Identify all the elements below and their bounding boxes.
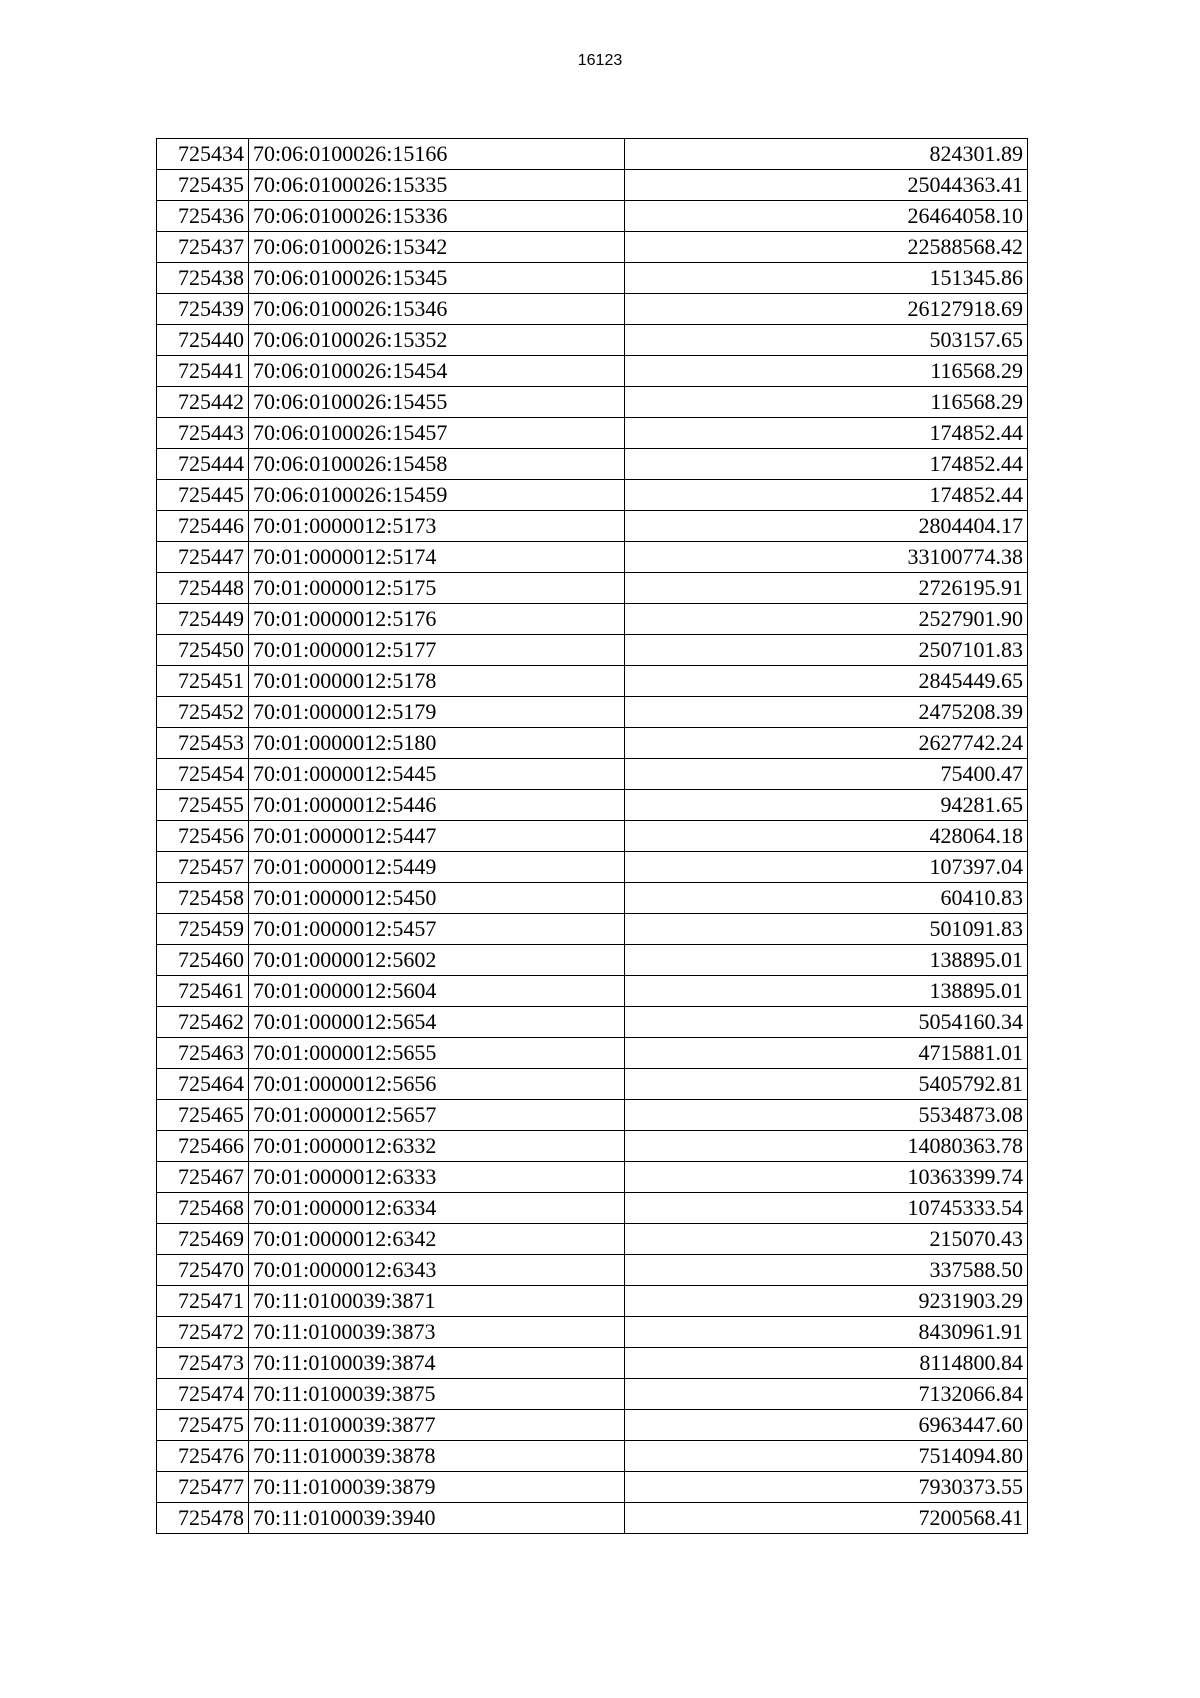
row-number-cell: 725453 [157, 728, 249, 759]
cadastral-value-cell: 8114800.84 [625, 1348, 1028, 1379]
cadastral-number-cell: 70:01:0000012:5179 [249, 697, 625, 728]
row-number-cell: 725460 [157, 945, 249, 976]
table-row [157, 666, 1028, 697]
cadastral-value-cell: 503157.65 [625, 325, 1028, 356]
cadastral-value-cell: 215070.43 [625, 1224, 1028, 1255]
cadastral-value-cell: 5054160.34 [625, 1007, 1028, 1038]
row-number-cell: 725476 [157, 1441, 249, 1472]
table-row [157, 418, 1028, 449]
row-number-cell: 725438 [157, 263, 249, 294]
row-number-cell: 725465 [157, 1100, 249, 1131]
table-row [157, 573, 1028, 604]
row-number-cell: 725436 [157, 201, 249, 232]
cadastral-number-cell: 70:06:0100026:15345 [249, 263, 625, 294]
cadastral-value-cell: 174852.44 [625, 449, 1028, 480]
cadastral-value-table [156, 138, 1028, 1534]
row-number-cell: 725474 [157, 1379, 249, 1410]
row-number-cell: 725467 [157, 1162, 249, 1193]
cadastral-value-cell: 824301.89 [625, 139, 1028, 170]
table-row [157, 1441, 1028, 1472]
table-row [157, 852, 1028, 883]
table-row [157, 325, 1028, 356]
table-row [157, 604, 1028, 635]
cadastral-value-cell: 5534873.08 [625, 1100, 1028, 1131]
row-number-cell: 725455 [157, 790, 249, 821]
cadastral-number-cell: 70:01:0000012:5174 [249, 542, 625, 573]
cadastral-number-cell: 70:06:0100026:15166 [249, 139, 625, 170]
cadastral-value-cell: 116568.29 [625, 387, 1028, 418]
row-number-cell: 725457 [157, 852, 249, 883]
row-number-cell: 725444 [157, 449, 249, 480]
table-row [157, 759, 1028, 790]
table-row [157, 480, 1028, 511]
table-row [157, 976, 1028, 1007]
cadastral-value-cell: 2726195.91 [625, 573, 1028, 604]
cadastral-number-cell: 70:06:0100026:15336 [249, 201, 625, 232]
table-row [157, 294, 1028, 325]
cadastral-value-cell: 9231903.29 [625, 1286, 1028, 1317]
table-row [157, 449, 1028, 480]
cadastral-number-cell: 70:01:0000012:5655 [249, 1038, 625, 1069]
cadastral-value-cell: 22588568.42 [625, 232, 1028, 263]
cadastral-number-cell: 70:01:0000012:5180 [249, 728, 625, 759]
cadastral-value-cell: 60410.83 [625, 883, 1028, 914]
table-row [157, 790, 1028, 821]
row-number-cell: 725469 [157, 1224, 249, 1255]
cadastral-number-cell: 70:01:0000012:5178 [249, 666, 625, 697]
table-row [157, 387, 1028, 418]
table-row [157, 1348, 1028, 1379]
cadastral-value-cell: 337588.50 [625, 1255, 1028, 1286]
cadastral-value-cell: 2527901.90 [625, 604, 1028, 635]
cadastral-number-cell: 70:06:0100026:15342 [249, 232, 625, 263]
table-row [157, 728, 1028, 759]
cadastral-value-cell: 7132066.84 [625, 1379, 1028, 1410]
cadastral-value-cell: 116568.29 [625, 356, 1028, 387]
table-row [157, 1379, 1028, 1410]
row-number-cell: 725470 [157, 1255, 249, 1286]
cadastral-value-cell: 174852.44 [625, 418, 1028, 449]
cadastral-value-cell: 75400.47 [625, 759, 1028, 790]
row-number-cell: 725473 [157, 1348, 249, 1379]
cadastral-number-cell: 70:01:0000012:5176 [249, 604, 625, 635]
table-row [157, 1410, 1028, 1441]
cadastral-value-cell: 6963447.60 [625, 1410, 1028, 1441]
table-row [157, 1193, 1028, 1224]
table-body [157, 139, 1028, 1534]
cadastral-value-cell: 7930373.55 [625, 1472, 1028, 1503]
cadastral-number-cell: 70:01:0000012:6334 [249, 1193, 625, 1224]
cadastral-number-cell: 70:06:0100026:15458 [249, 449, 625, 480]
row-number-cell: 725477 [157, 1472, 249, 1503]
cadastral-number-cell: 70:01:0000012:6332 [249, 1131, 625, 1162]
cadastral-value-cell: 7514094.80 [625, 1441, 1028, 1472]
table-row [157, 883, 1028, 914]
cadastral-value-cell: 4715881.01 [625, 1038, 1028, 1069]
cadastral-number-cell: 70:11:0100039:3878 [249, 1441, 625, 1472]
table-row [157, 697, 1028, 728]
row-number-cell: 725441 [157, 356, 249, 387]
cadastral-number-cell: 70:01:0000012:5654 [249, 1007, 625, 1038]
cadastral-number-cell: 70:11:0100039:3879 [249, 1472, 625, 1503]
cadastral-value-cell: 107397.04 [625, 852, 1028, 883]
cadastral-value-cell: 5405792.81 [625, 1069, 1028, 1100]
cadastral-number-cell: 70:06:0100026:15455 [249, 387, 625, 418]
cadastral-number-cell: 70:01:0000012:5173 [249, 511, 625, 542]
table-row [157, 1503, 1028, 1534]
row-number-cell: 725471 [157, 1286, 249, 1317]
cadastral-value-cell: 8430961.91 [625, 1317, 1028, 1348]
cadastral-value-cell: 14080363.78 [625, 1131, 1028, 1162]
cadastral-value-cell: 2804404.17 [625, 511, 1028, 542]
table-row [157, 170, 1028, 201]
row-number-cell: 725443 [157, 418, 249, 449]
row-number-cell: 725448 [157, 573, 249, 604]
table-row [157, 1317, 1028, 1348]
table-row [157, 1131, 1028, 1162]
table-row [157, 635, 1028, 666]
cadastral-value-cell: 138895.01 [625, 976, 1028, 1007]
cadastral-value-cell: 2507101.83 [625, 635, 1028, 666]
cadastral-number-cell: 70:01:0000012:5447 [249, 821, 625, 852]
row-number-cell: 725440 [157, 325, 249, 356]
row-number-cell: 725454 [157, 759, 249, 790]
cadastral-number-cell: 70:01:0000012:5602 [249, 945, 625, 976]
cadastral-value-cell: 94281.65 [625, 790, 1028, 821]
table-row [157, 1472, 1028, 1503]
page-number: 16123 [577, 52, 623, 69]
table-row [157, 263, 1028, 294]
row-number-cell: 725459 [157, 914, 249, 945]
table-row [157, 1286, 1028, 1317]
cadastral-number-cell: 70:11:0100039:3873 [249, 1317, 625, 1348]
row-number-cell: 725456 [157, 821, 249, 852]
cadastral-number-cell: 70:01:0000012:5445 [249, 759, 625, 790]
table-row [157, 1007, 1028, 1038]
row-number-cell: 725472 [157, 1317, 249, 1348]
row-number-cell: 725451 [157, 666, 249, 697]
row-number-cell: 725447 [157, 542, 249, 573]
cadastral-number-cell: 70:01:0000012:6333 [249, 1162, 625, 1193]
cadastral-value-cell: 10363399.74 [625, 1162, 1028, 1193]
cadastral-number-cell: 70:06:0100026:15459 [249, 480, 625, 511]
row-number-cell: 725466 [157, 1131, 249, 1162]
cadastral-number-cell: 70:11:0100039:3875 [249, 1379, 625, 1410]
table-row [157, 914, 1028, 945]
cadastral-value-cell: 26127918.69 [625, 294, 1028, 325]
cadastral-number-cell: 70:06:0100026:15454 [249, 356, 625, 387]
cadastral-number-cell: 70:01:0000012:5656 [249, 1069, 625, 1100]
row-number-cell: 725445 [157, 480, 249, 511]
table-row [157, 1069, 1028, 1100]
row-number-cell: 725464 [157, 1069, 249, 1100]
cadastral-number-cell: 70:01:0000012:5177 [249, 635, 625, 666]
table-row [157, 232, 1028, 263]
row-number-cell: 725442 [157, 387, 249, 418]
cadastral-value-cell: 26464058.10 [625, 201, 1028, 232]
cadastral-number-cell: 70:01:0000012:5446 [249, 790, 625, 821]
table-row [157, 139, 1028, 170]
row-number-cell: 725434 [157, 139, 249, 170]
cadastral-number-cell: 70:06:0100026:15352 [249, 325, 625, 356]
table-row [157, 821, 1028, 852]
cadastral-value-cell: 174852.44 [625, 480, 1028, 511]
row-number-cell: 725458 [157, 883, 249, 914]
cadastral-number-cell: 70:01:0000012:5657 [249, 1100, 625, 1131]
table-row [157, 945, 1028, 976]
row-number-cell: 725437 [157, 232, 249, 263]
cadastral-number-cell: 70:01:0000012:5604 [249, 976, 625, 1007]
cadastral-value-cell: 25044363.41 [625, 170, 1028, 201]
table-row [157, 1038, 1028, 1069]
cadastral-value-cell: 2475208.39 [625, 697, 1028, 728]
cadastral-number-cell: 70:06:0100026:15335 [249, 170, 625, 201]
row-number-cell: 725463 [157, 1038, 249, 1069]
cadastral-value-cell: 501091.83 [625, 914, 1028, 945]
row-number-cell: 725449 [157, 604, 249, 635]
cadastral-number-cell: 70:11:0100039:3874 [249, 1348, 625, 1379]
cadastral-value-cell: 2845449.65 [625, 666, 1028, 697]
row-number-cell: 725475 [157, 1410, 249, 1441]
cadastral-number-cell: 70:01:0000012:5449 [249, 852, 625, 883]
table-row [157, 542, 1028, 573]
row-number-cell: 725435 [157, 170, 249, 201]
cadastral-value-cell: 138895.01 [625, 945, 1028, 976]
cadastral-number-cell: 70:11:0100039:3871 [249, 1286, 625, 1317]
cadastral-number-cell: 70:01:0000012:6342 [249, 1224, 625, 1255]
table-row [157, 356, 1028, 387]
cadastral-number-cell: 70:01:0000012:6343 [249, 1255, 625, 1286]
cadastral-value-cell: 33100774.38 [625, 542, 1028, 573]
cadastral-value-cell: 7200568.41 [625, 1503, 1028, 1534]
table-row [157, 1100, 1028, 1131]
row-number-cell: 725450 [157, 635, 249, 666]
table-row [157, 1255, 1028, 1286]
table-row [157, 511, 1028, 542]
cadastral-number-cell: 70:01:0000012:5457 [249, 914, 625, 945]
cadastral-number-cell: 70:01:0000012:5175 [249, 573, 625, 604]
row-number-cell: 725478 [157, 1503, 249, 1534]
cadastral-value-cell: 2627742.24 [625, 728, 1028, 759]
cadastral-number-cell: 70:06:0100026:15457 [249, 418, 625, 449]
cadastral-number-cell: 70:11:0100039:3877 [249, 1410, 625, 1441]
row-number-cell: 725452 [157, 697, 249, 728]
cadastral-value-cell: 428064.18 [625, 821, 1028, 852]
table-row [157, 1162, 1028, 1193]
cadastral-number-cell: 70:01:0000012:5450 [249, 883, 625, 914]
row-number-cell: 725439 [157, 294, 249, 325]
table-row [157, 1224, 1028, 1255]
row-number-cell: 725468 [157, 1193, 249, 1224]
row-number-cell: 725461 [157, 976, 249, 1007]
cadastral-number-cell: 70:11:0100039:3940 [249, 1503, 625, 1534]
cadastral-value-cell: 10745333.54 [625, 1193, 1028, 1224]
cadastral-value-cell: 151345.86 [625, 263, 1028, 294]
row-number-cell: 725462 [157, 1007, 249, 1038]
row-number-cell: 725446 [157, 511, 249, 542]
table-row [157, 201, 1028, 232]
cadastral-number-cell: 70:06:0100026:15346 [249, 294, 625, 325]
